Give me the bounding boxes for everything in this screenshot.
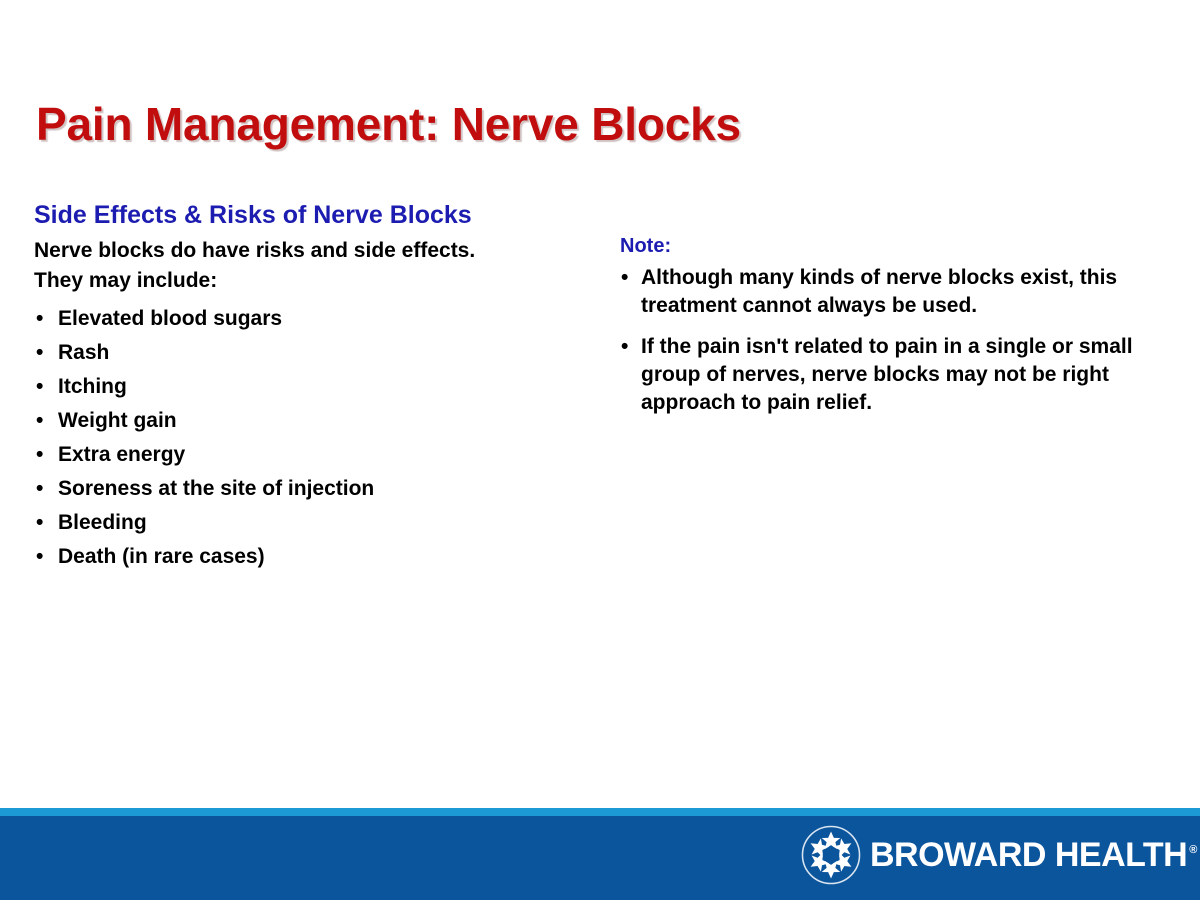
logo-wordmark-text: BROWARD HEALTH bbox=[870, 835, 1188, 874]
list-item-label: Extra energy bbox=[58, 442, 186, 466]
footer-accent-stripe bbox=[0, 808, 1200, 816]
left-column bbox=[34, 200, 594, 574]
bullet-icon: • bbox=[36, 340, 44, 364]
list-item-label: Bleeding bbox=[58, 510, 147, 534]
list-item bbox=[34, 336, 594, 370]
list-item-label: Elevated blood sugars bbox=[58, 306, 283, 330]
bullet-icon: • bbox=[36, 306, 44, 330]
intro-line-2: They may include: bbox=[34, 268, 218, 292]
section-heading-side-effects: Side Effects & Risks of Nerve Blocks bbox=[34, 201, 472, 229]
bullet-icon: • bbox=[621, 334, 629, 358]
list-item bbox=[34, 370, 594, 404]
list-item-label: Weight gain bbox=[58, 408, 177, 432]
list-item bbox=[34, 302, 594, 336]
bullet-icon: • bbox=[36, 510, 44, 534]
list-item bbox=[620, 333, 1160, 418]
broward-health-starburst-icon bbox=[800, 824, 862, 886]
list-item-label: If the pain isn't related to pain in a single or small group of nerves, nerve blocks may not be right approach to pain relief. bbox=[641, 334, 1133, 415]
bullet-icon: • bbox=[36, 408, 44, 432]
list-item-label: Although many kinds of nerve blocks exist, this treatment cannot always be used. bbox=[641, 266, 1118, 318]
list-item-label: Rash bbox=[58, 340, 110, 364]
bullet-icon: • bbox=[36, 374, 44, 398]
intro-line-1: Nerve blocks do have risks and side effects. bbox=[34, 239, 476, 262]
side-effects-list bbox=[34, 302, 594, 574]
list-item bbox=[34, 438, 594, 472]
bullet-icon: • bbox=[36, 476, 44, 500]
list-item-label: Death (in rare cases) bbox=[58, 544, 265, 568]
broward-health-logo bbox=[800, 822, 1197, 888]
list-item-label: Soreness at the site of injection bbox=[58, 476, 375, 500]
list-item bbox=[620, 264, 1160, 321]
list-item bbox=[34, 506, 594, 540]
bullet-icon: • bbox=[36, 442, 44, 466]
registered-mark-icon: ® bbox=[1189, 844, 1197, 857]
right-column bbox=[620, 234, 1160, 430]
list-item bbox=[34, 404, 594, 438]
list-item-label: Itching bbox=[58, 374, 127, 398]
bullet-icon: • bbox=[36, 544, 44, 568]
bullet-icon: • bbox=[621, 266, 629, 289]
logo-wordmark bbox=[870, 836, 1197, 875]
page-title: Pain Management: Nerve Blocks bbox=[36, 97, 741, 150]
list-item bbox=[34, 540, 594, 574]
list-item bbox=[34, 472, 594, 506]
note-list bbox=[620, 264, 1160, 418]
note-heading: Note: bbox=[620, 235, 672, 257]
intro-text bbox=[34, 236, 594, 296]
